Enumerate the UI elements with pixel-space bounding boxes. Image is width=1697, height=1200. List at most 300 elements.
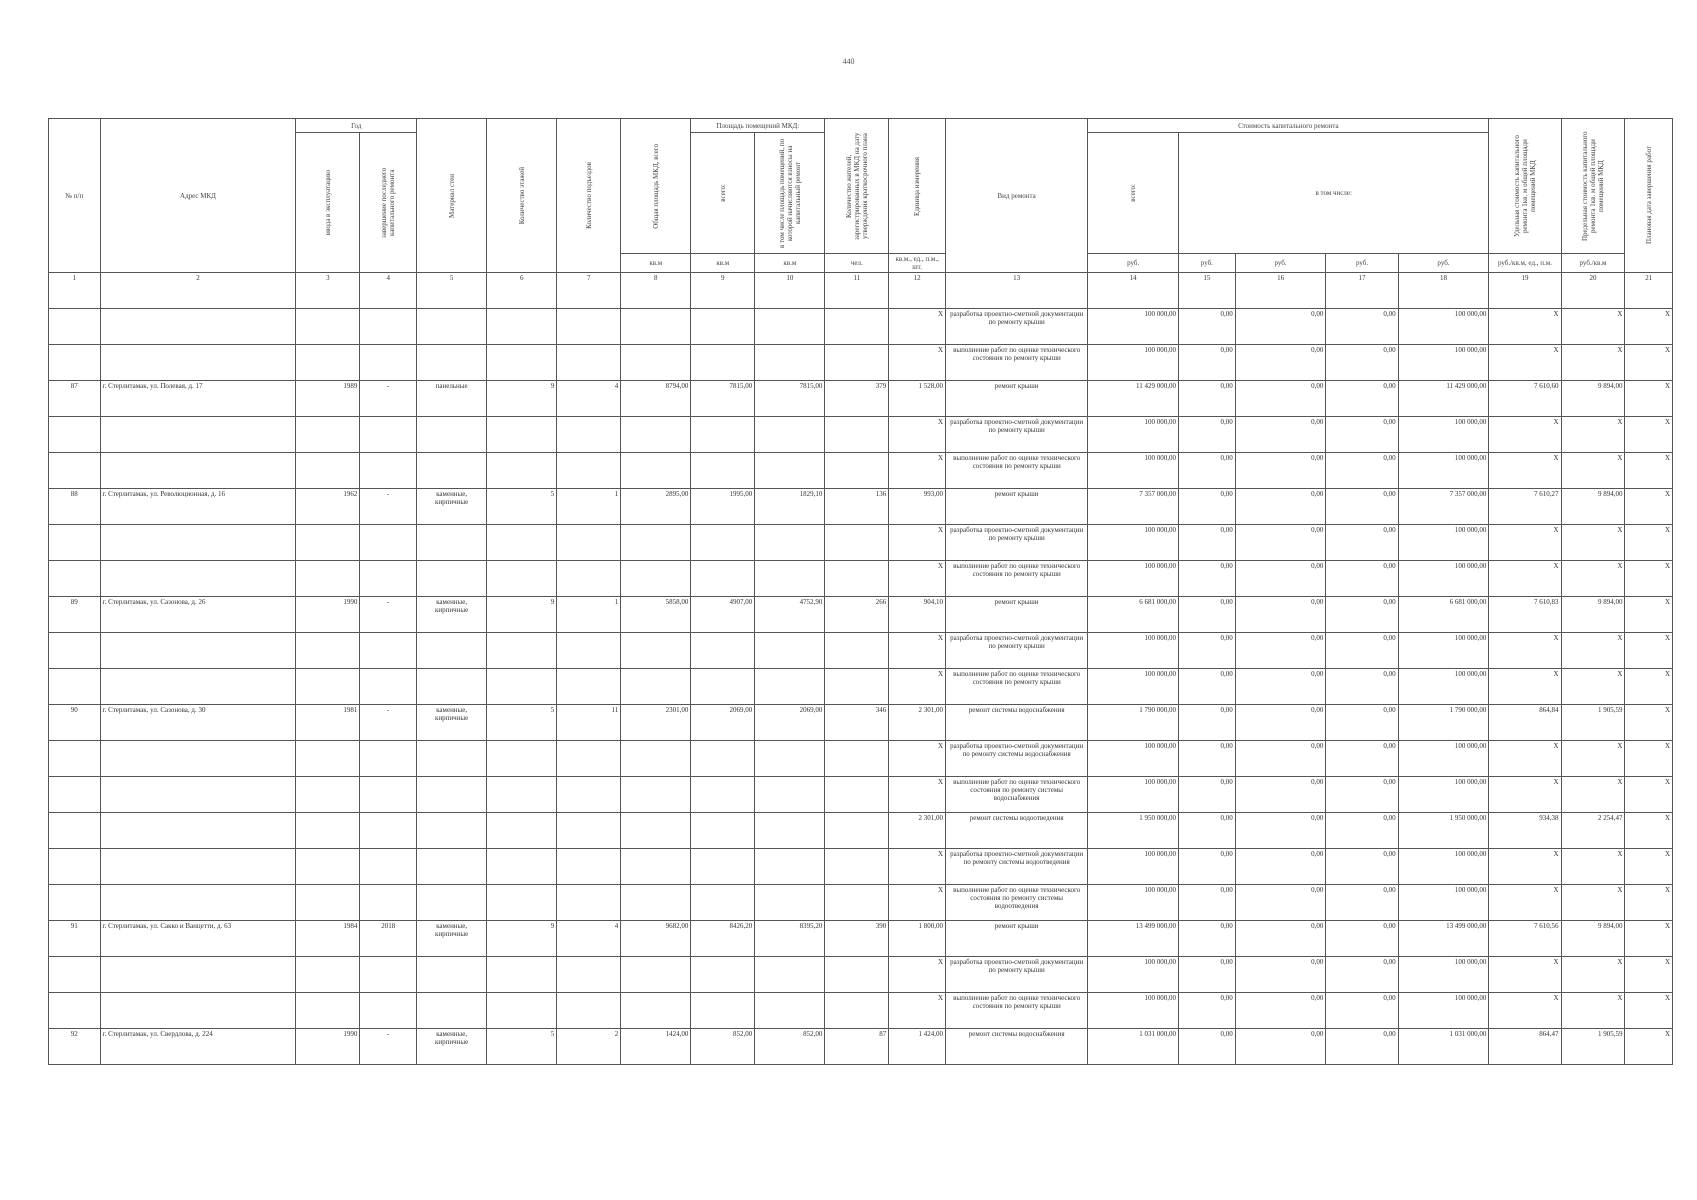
row-number-cell: [49, 957, 101, 993]
cost-republic-cell: 0,00: [1235, 669, 1326, 705]
total-area-cell: [621, 849, 691, 885]
planned-date-cell: X: [1625, 381, 1673, 417]
premises-total-cell: [691, 993, 755, 1029]
cost-fund-cell: 0,00: [1179, 417, 1236, 453]
cost-fund-cell: 0,00: [1179, 993, 1236, 1029]
unit-cost-cell: 7 610,60: [1489, 381, 1561, 417]
cost-owners-cell: 100 000,00: [1398, 993, 1489, 1029]
wall-material-cell: [417, 741, 487, 777]
residents-cell: [825, 525, 889, 561]
column-number: 3: [296, 273, 360, 309]
cost-fund-cell: 0,00: [1179, 705, 1236, 741]
cost-local-cell: 0,00: [1326, 561, 1398, 597]
year-last-repair-cell: [360, 777, 417, 813]
col-year-group-header: Год: [296, 119, 417, 133]
unit-cell: кв.м: [755, 254, 825, 273]
cost-republic-cell: 0,00: [1235, 849, 1326, 885]
planned-date-cell: X: [1625, 453, 1673, 489]
cost-republic-cell: 0,00: [1235, 525, 1326, 561]
table-row: [49, 345, 1673, 381]
cost-republic-cell: 0,00: [1235, 741, 1326, 777]
wall-material-cell: [417, 633, 487, 669]
floors-cell: [487, 993, 557, 1029]
work-type-cell: выполнение работ по оценке технического состояния по ремонту крыши: [946, 345, 1088, 381]
unit-value-cell: 1 800,00: [889, 921, 946, 957]
col-unit-header: Единица измерения: [889, 119, 946, 254]
unit-cost-cell: X: [1489, 633, 1561, 669]
row-number-cell: [49, 345, 101, 381]
unit-cell: кв.м: [691, 254, 755, 273]
year-last-repair-cell: [360, 453, 417, 489]
limit-cost-cell: X: [1561, 309, 1625, 345]
entrances-cell: [557, 453, 621, 489]
work-type-cell: выполнение работ по оценке технического состояния по ремонту крыши: [946, 993, 1088, 1029]
year-commission-cell: [296, 453, 360, 489]
column-number: 6: [487, 273, 557, 309]
floors-cell: [487, 957, 557, 993]
address-cell: [100, 669, 296, 705]
year-last-repair-cell: [360, 669, 417, 705]
cost-owners-cell: 1 031 000,00: [1398, 1029, 1489, 1065]
year-last-repair-cell: -: [360, 489, 417, 525]
table-row: [49, 597, 1673, 633]
cost-local-cell: 0,00: [1326, 453, 1398, 489]
entrances-cell: 4: [557, 381, 621, 417]
floors-cell: [487, 525, 557, 561]
column-number: 5: [417, 273, 487, 309]
premises-total-cell: [691, 561, 755, 597]
residents-cell: 136: [825, 489, 889, 525]
unit-value-cell: X: [889, 849, 946, 885]
year-commission-cell: [296, 561, 360, 597]
row-number-cell: 89: [49, 597, 101, 633]
unit-cell: руб.: [1235, 254, 1326, 273]
column-number: 17: [1326, 273, 1398, 309]
cost-fund-cell: 0,00: [1179, 1029, 1236, 1065]
cost-local-cell: 0,00: [1326, 813, 1398, 849]
column-number: 11: [825, 273, 889, 309]
total-area-cell: 2301,00: [621, 705, 691, 741]
floors-cell: 9: [487, 597, 557, 633]
year-commission-cell: [296, 957, 360, 993]
cost-republic-cell: 0,00: [1235, 885, 1326, 921]
cost-owners-cell: 100 000,00: [1398, 885, 1489, 921]
address-cell: [100, 813, 296, 849]
col-limit-cost-header: Предельная стоимость капитального ремонта 1кв. м общей площади помещений МКД: [1561, 119, 1625, 254]
cost-total-cell: 100 000,00: [1088, 525, 1179, 561]
residents-cell: [825, 813, 889, 849]
residents-cell: [825, 849, 889, 885]
address-cell: г. Стерлитамак, ул. Сазонова, д. 30: [100, 705, 296, 741]
work-type-cell: ремонт системы водоотведения: [946, 813, 1088, 849]
total-area-cell: [621, 417, 691, 453]
cost-total-cell: 13 499 000,00: [1088, 921, 1179, 957]
cost-fund-cell: 0,00: [1179, 849, 1236, 885]
cost-fund-cell: 0,00: [1179, 813, 1236, 849]
residents-cell: [825, 957, 889, 993]
column-number: 2: [100, 273, 296, 309]
cost-fund-cell: 0,00: [1179, 741, 1236, 777]
row-number-cell: [49, 669, 101, 705]
unit-value-cell: 993,00: [889, 489, 946, 525]
entrances-cell: [557, 993, 621, 1029]
wall-material-cell: каменные, кирпичные: [417, 705, 487, 741]
unit-value-cell: X: [889, 561, 946, 597]
premises-paying-cell: [755, 849, 825, 885]
planned-date-cell: X: [1625, 633, 1673, 669]
total-area-cell: 2895,00: [621, 489, 691, 525]
cost-local-cell: 0,00: [1326, 921, 1398, 957]
total-area-cell: [621, 993, 691, 1029]
entrances-cell: [557, 309, 621, 345]
limit-cost-cell: X: [1561, 561, 1625, 597]
column-number-row: [49, 273, 1673, 309]
wall-material-cell: [417, 453, 487, 489]
col-total-area-header: Общая площадь МКД, всего: [621, 119, 691, 254]
premises-paying-cell: 1829,10: [755, 489, 825, 525]
table-row: [49, 633, 1673, 669]
row-number-cell: [49, 885, 101, 921]
year-last-repair-cell: [360, 309, 417, 345]
unit-cell: руб./кв.м, ед., п.м.: [1489, 254, 1561, 273]
table-row: [49, 957, 1673, 993]
unit-value-cell: X: [889, 669, 946, 705]
wall-material-cell: [417, 957, 487, 993]
cost-fund-cell: 0,00: [1179, 525, 1236, 561]
premises-total-cell: 2069,00: [691, 705, 755, 741]
residents-cell: 379: [825, 381, 889, 417]
unit-cost-cell: 934,38: [1489, 813, 1561, 849]
col-year-last-repair-header: завершение последнего капитального ремонта: [360, 133, 417, 273]
wall-material-cell: [417, 525, 487, 561]
limit-cost-cell: X: [1561, 633, 1625, 669]
premises-total-cell: 852,00: [691, 1029, 755, 1065]
total-area-cell: [621, 777, 691, 813]
unit-cost-cell: 7 610,56: [1489, 921, 1561, 957]
cost-total-cell: 100 000,00: [1088, 453, 1179, 489]
work-type-cell: ремонт системы водоснабжения: [946, 705, 1088, 741]
cost-owners-cell: 1 790 000,00: [1398, 705, 1489, 741]
year-last-repair-cell: [360, 813, 417, 849]
work-type-cell: разработка проектно-сметной документации по ремонту крыши: [946, 957, 1088, 993]
address-cell: [100, 633, 296, 669]
work-type-cell: ремонт крыши: [946, 921, 1088, 957]
table-row: [49, 453, 1673, 489]
cost-owners-cell: 100 000,00: [1398, 741, 1489, 777]
wall-material-cell: каменные, кирпичные: [417, 1029, 487, 1065]
address-cell: г. Стерлитамак, ул. Сакко и Ванцетти, д. 63: [100, 921, 296, 957]
col-cost-incl-header: в том числе:: [1179, 133, 1489, 254]
cost-owners-cell: 100 000,00: [1398, 345, 1489, 381]
cost-local-cell: 0,00: [1326, 525, 1398, 561]
cost-republic-cell: 0,00: [1235, 1029, 1326, 1065]
cost-fund-cell: 0,00: [1179, 489, 1236, 525]
residents-cell: [825, 669, 889, 705]
cost-owners-cell: 100 000,00: [1398, 561, 1489, 597]
work-type-cell: ремонт крыши: [946, 381, 1088, 417]
floors-cell: [487, 561, 557, 597]
col-no-header: № п/п: [49, 119, 101, 273]
unit-value-cell: X: [889, 309, 946, 345]
cost-local-cell: 0,00: [1326, 597, 1398, 633]
column-number: 12: [889, 273, 946, 309]
premises-paying-cell: [755, 417, 825, 453]
cost-local-cell: 0,00: [1326, 705, 1398, 741]
total-area-cell: [621, 561, 691, 597]
cost-total-cell: 100 000,00: [1088, 849, 1179, 885]
entrances-cell: [557, 561, 621, 597]
year-last-repair-cell: [360, 417, 417, 453]
total-area-cell: 1424,00: [621, 1029, 691, 1065]
col-work-type-header: Вид ремонта: [946, 119, 1088, 273]
entrances-cell: [557, 345, 621, 381]
premises-paying-cell: [755, 345, 825, 381]
cost-republic-cell: 0,00: [1235, 345, 1326, 381]
cost-owners-cell: 100 000,00: [1398, 849, 1489, 885]
year-commission-cell: [296, 669, 360, 705]
premises-paying-cell: 852,00: [755, 1029, 825, 1065]
premises-total-cell: [691, 813, 755, 849]
premises-paying-cell: [755, 957, 825, 993]
cost-total-cell: 100 000,00: [1088, 993, 1179, 1029]
total-area-cell: [621, 741, 691, 777]
year-commission-cell: [296, 345, 360, 381]
address-cell: [100, 741, 296, 777]
residents-cell: [825, 777, 889, 813]
premises-total-cell: [691, 885, 755, 921]
limit-cost-cell: X: [1561, 669, 1625, 705]
limit-cost-cell: X: [1561, 957, 1625, 993]
col-residents-header: Количество жителей, зарегистрированных в МКД на дату утверждения краткосрочного плана: [825, 119, 889, 254]
unit-value-cell: X: [889, 741, 946, 777]
entrances-cell: [557, 741, 621, 777]
premises-paying-cell: [755, 453, 825, 489]
table-row: [49, 921, 1673, 957]
floors-cell: 5: [487, 1029, 557, 1065]
column-number: 1: [49, 273, 101, 309]
cost-fund-cell: 0,00: [1179, 309, 1236, 345]
cost-fund-cell: 0,00: [1179, 633, 1236, 669]
address-cell: г. Стерлитамак, ул. Полевая, д. 17: [100, 381, 296, 417]
total-area-cell: [621, 453, 691, 489]
work-type-cell: выполнение работ по оценке технического состояния по ремонту крыши: [946, 453, 1088, 489]
entrances-cell: [557, 957, 621, 993]
entrances-cell: 1: [557, 489, 621, 525]
column-number: 19: [1489, 273, 1561, 309]
planned-date-cell: X: [1625, 957, 1673, 993]
premises-total-cell: [691, 525, 755, 561]
total-area-cell: [621, 345, 691, 381]
cost-total-cell: 100 000,00: [1088, 417, 1179, 453]
premises-total-cell: [691, 777, 755, 813]
floors-cell: [487, 741, 557, 777]
residents-cell: 87: [825, 1029, 889, 1065]
cost-total-cell: 100 000,00: [1088, 309, 1179, 345]
planned-date-cell: X: [1625, 849, 1673, 885]
limit-cost-cell: 2 254,47: [1561, 813, 1625, 849]
entrances-cell: 2: [557, 1029, 621, 1065]
premises-paying-cell: [755, 813, 825, 849]
unit-cost-cell: 7 610,27: [1489, 489, 1561, 525]
column-number: 15: [1179, 273, 1236, 309]
entrances-cell: [557, 669, 621, 705]
cost-owners-cell: 100 000,00: [1398, 525, 1489, 561]
column-number: 10: [755, 273, 825, 309]
cost-owners-cell: 100 000,00: [1398, 453, 1489, 489]
unit-cell: руб.: [1326, 254, 1398, 273]
floors-cell: 9: [487, 921, 557, 957]
cost-local-cell: 0,00: [1326, 1029, 1398, 1065]
unit-value-cell: X: [889, 885, 946, 921]
cost-owners-cell: 1 950 000,00: [1398, 813, 1489, 849]
cost-total-cell: 6 681 000,00: [1088, 597, 1179, 633]
planned-date-cell: X: [1625, 705, 1673, 741]
cost-fund-cell: 0,00: [1179, 921, 1236, 957]
cost-republic-cell: 0,00: [1235, 381, 1326, 417]
address-cell: г. Стерлитамак, ул. Свердлова, д. 224: [100, 1029, 296, 1065]
year-last-repair-cell: [360, 741, 417, 777]
address-cell: [100, 957, 296, 993]
cost-republic-cell: 0,00: [1235, 993, 1326, 1029]
work-type-cell: выполнение работ по оценке технического состояния по ремонту крыши: [946, 561, 1088, 597]
premises-paying-cell: [755, 777, 825, 813]
cost-total-cell: 1 950 000,00: [1088, 813, 1179, 849]
row-number-cell: [49, 741, 101, 777]
wall-material-cell: каменные, кирпичные: [417, 597, 487, 633]
year-last-repair-cell: 2018: [360, 921, 417, 957]
work-type-cell: выполнение работ по оценке технического состояния по ремонту крыши: [946, 669, 1088, 705]
year-last-repair-cell: -: [360, 597, 417, 633]
work-type-cell: ремонт системы водоснабжения: [946, 1029, 1088, 1065]
cost-local-cell: 0,00: [1326, 381, 1398, 417]
year-commission-cell: [296, 813, 360, 849]
unit-cost-cell: X: [1489, 453, 1561, 489]
column-number: 8: [621, 273, 691, 309]
entrances-cell: 11: [557, 705, 621, 741]
planned-date-cell: X: [1625, 597, 1673, 633]
planned-date-cell: X: [1625, 921, 1673, 957]
cost-local-cell: 0,00: [1326, 489, 1398, 525]
cost-republic-cell: 0,00: [1235, 597, 1326, 633]
cost-local-cell: 0,00: [1326, 417, 1398, 453]
premises-total-cell: [691, 741, 755, 777]
column-number: 4: [360, 273, 417, 309]
cost-fund-cell: 0,00: [1179, 381, 1236, 417]
cost-local-cell: 0,00: [1326, 993, 1398, 1029]
address-cell: [100, 849, 296, 885]
cost-republic-cell: 0,00: [1235, 633, 1326, 669]
premises-total-cell: [691, 345, 755, 381]
column-number: 18: [1398, 273, 1489, 309]
wall-material-cell: [417, 813, 487, 849]
premises-paying-cell: [755, 633, 825, 669]
residents-cell: [825, 453, 889, 489]
row-number-cell: 92: [49, 1029, 101, 1065]
floors-cell: [487, 885, 557, 921]
floors-cell: [487, 669, 557, 705]
premises-total-cell: [691, 417, 755, 453]
limit-cost-cell: X: [1561, 417, 1625, 453]
limit-cost-cell: 1 905,59: [1561, 1029, 1625, 1065]
residents-cell: [825, 993, 889, 1029]
premises-paying-cell: [755, 741, 825, 777]
work-type-cell: разработка проектно-сметной документации по ремонту крыши: [946, 309, 1088, 345]
limit-cost-cell: X: [1561, 993, 1625, 1029]
cost-owners-cell: 7 357 000,00: [1398, 489, 1489, 525]
premises-total-cell: [691, 669, 755, 705]
unit-cost-cell: X: [1489, 741, 1561, 777]
table-row: [49, 993, 1673, 1029]
cost-owners-cell: 100 000,00: [1398, 417, 1489, 453]
entrances-cell: [557, 885, 621, 921]
work-type-cell: разработка проектно-сметной документации по ремонту системы водоснабжения: [946, 741, 1088, 777]
table-row: [49, 381, 1673, 417]
entrances-cell: [557, 813, 621, 849]
unit-cost-cell: X: [1489, 561, 1561, 597]
entrances-cell: [557, 417, 621, 453]
cost-total-cell: 100 000,00: [1088, 741, 1179, 777]
cost-total-cell: 11 429 000,00: [1088, 381, 1179, 417]
unit-cell: чел.: [825, 254, 889, 273]
unit-cell: руб.: [1398, 254, 1489, 273]
unit-cost-cell: X: [1489, 957, 1561, 993]
cost-owners-cell: 100 000,00: [1398, 669, 1489, 705]
address-cell: [100, 309, 296, 345]
cost-fund-cell: 0,00: [1179, 777, 1236, 813]
limit-cost-cell: X: [1561, 453, 1625, 489]
work-type-cell: разработка проектно-сметной документации по ремонту крыши: [946, 633, 1088, 669]
cost-total-cell: 1 790 000,00: [1088, 705, 1179, 741]
wall-material-cell: [417, 885, 487, 921]
year-commission-cell: 1962: [296, 489, 360, 525]
planned-date-cell: X: [1625, 885, 1673, 921]
table-row: [49, 813, 1673, 849]
residents-cell: 346: [825, 705, 889, 741]
floors-cell: [487, 345, 557, 381]
work-type-cell: ремонт крыши: [946, 597, 1088, 633]
capital-repair-table: [48, 118, 1673, 1065]
address-cell: [100, 561, 296, 597]
cost-local-cell: 0,00: [1326, 741, 1398, 777]
wall-material-cell: каменные, кирпичные: [417, 489, 487, 525]
total-area-cell: [621, 633, 691, 669]
cost-total-cell: 100 000,00: [1088, 345, 1179, 381]
cost-total-cell: 100 000,00: [1088, 633, 1179, 669]
limit-cost-cell: X: [1561, 741, 1625, 777]
premises-total-cell: 8426,20: [691, 921, 755, 957]
cost-fund-cell: 0,00: [1179, 669, 1236, 705]
total-area-cell: [621, 813, 691, 849]
entrances-cell: [557, 777, 621, 813]
cost-republic-cell: 0,00: [1235, 777, 1326, 813]
cost-fund-cell: 0,00: [1179, 597, 1236, 633]
residents-cell: [825, 561, 889, 597]
col-year-commission-header: ввода в эксплуатацию: [296, 133, 360, 273]
residents-cell: [825, 417, 889, 453]
year-commission-cell: [296, 417, 360, 453]
row-number-cell: [49, 813, 101, 849]
unit-value-cell: X: [889, 417, 946, 453]
table-body: [49, 273, 1673, 1065]
cost-republic-cell: 0,00: [1235, 309, 1326, 345]
cost-local-cell: 0,00: [1326, 777, 1398, 813]
planned-date-cell: X: [1625, 345, 1673, 381]
address-cell: г. Стерлитамак, ул. Сазонова, д. 26: [100, 597, 296, 633]
year-last-repair-cell: [360, 525, 417, 561]
wall-material-cell: [417, 561, 487, 597]
cost-fund-cell: 0,00: [1179, 561, 1236, 597]
table-row: [49, 669, 1673, 705]
